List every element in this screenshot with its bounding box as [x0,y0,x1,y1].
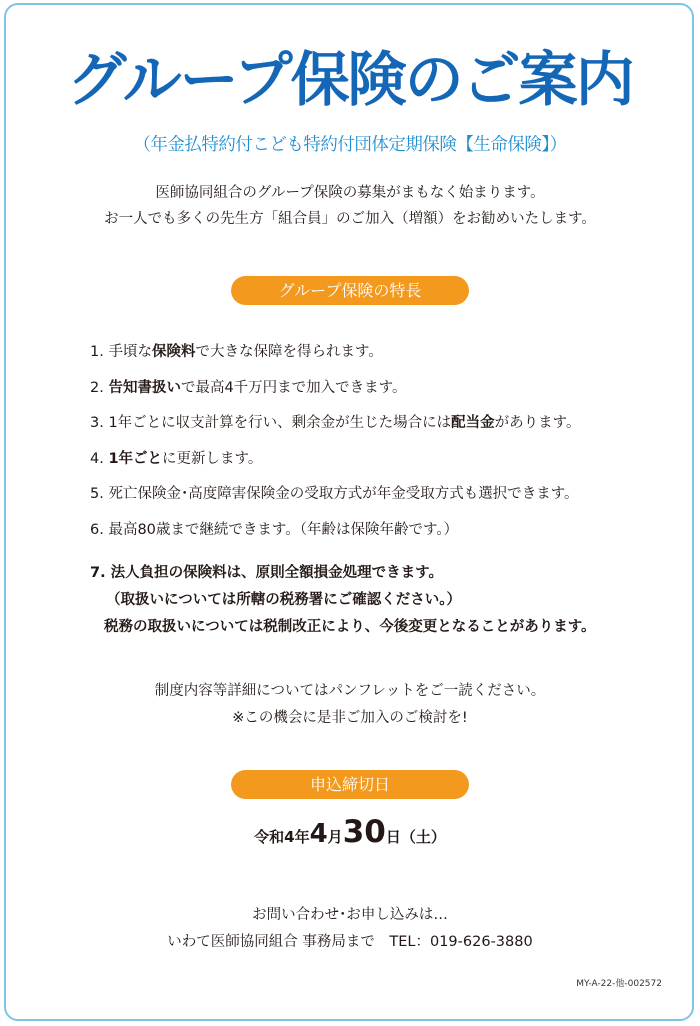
feature-text: 4. [90,450,109,467]
contact-info [0,902,700,956]
feature-text: に更新します。 [162,450,263,467]
deadline-era: 令和4年 [254,828,310,846]
deadline-day-unit: 日（土） [385,828,446,846]
feature-text: 6. 最高80歳まで継続できます。（年齢は保険年齢です。） [90,521,459,538]
feature-item-3 [90,410,670,446]
detail-line-2: ※この機会に是非ご加入のご検討を! [232,710,468,726]
contact-line-1: お問い合わせ･お申し込みは… [252,907,448,923]
document-code: MY-A-22-他-002572 [576,979,662,989]
page-subtitle: （年金払特約付こども特約付団体定期保険【生命保険】） [133,135,567,155]
feature-item-2 [90,375,670,411]
feature-text: で最高4千万円まで加入できます。 [180,379,407,396]
feature-text: 3. 1年ごとに収支計算を行い、剰余金が生じた場合には [90,415,452,431]
feature-item-1 [90,339,670,375]
feature-7-line-1: 7. 法人負担の保険料は、原則全額損金処理できます。 [90,565,443,581]
feature-text: があります。 [494,415,581,431]
deadline-month-number: 4 [309,819,328,849]
feature-item-4 [90,446,670,482]
deadline-date [0,812,700,857]
contact-line-2: いわて医師協同組合 事務局まで TEL：019-626-3880 [167,934,533,950]
deadline-day-number: 30 [342,814,386,850]
features-list [90,339,670,552]
feature-text: 1. 手頃な [90,344,152,360]
feature-text: 5. 死亡保険金･高度障害保険金の受取方式が年金受取方式も選択できます。 [90,486,579,502]
features-heading-badge: グループ保険の特長 [231,276,469,305]
feature-item-7 [90,560,670,641]
feature-emphasis: 告知書扱い [108,379,181,396]
feature-emphasis: 保険料 [151,344,196,360]
feature-emphasis: 1年ごと [108,450,163,467]
deadline-month-unit: 月 [327,828,343,846]
intro-line-2: お一人でも多くの先生方「組合員」のご加入（増額）をお勧めいたします。 [104,211,596,227]
detail-note [0,678,700,732]
page-title: グループ保険のご案内 [67,45,633,114]
feature-item-6 [90,517,670,553]
deadline-heading-badge: 申込締切日 [231,770,469,799]
feature-text: で大きな保障を得られます。 [195,344,383,360]
feature-item-5 [90,481,670,517]
feature-7-line-2: （取扱いについては所轄の税務署にご確認ください。） [106,592,461,608]
feature-text: 2. [90,379,109,396]
detail-line-1: 制度内容等詳細についてはパンフレットをご一読ください。 [154,683,546,699]
feature-7-line-3: 税務の取扱いについては税制改正により、今後変更となることがあります。 [104,619,596,635]
intro-line-1: 医師協同組合のグループ保険の募集がまもなく始まります。 [155,185,545,201]
intro-text [0,180,700,232]
feature-emphasis: 配当金 [451,415,495,431]
